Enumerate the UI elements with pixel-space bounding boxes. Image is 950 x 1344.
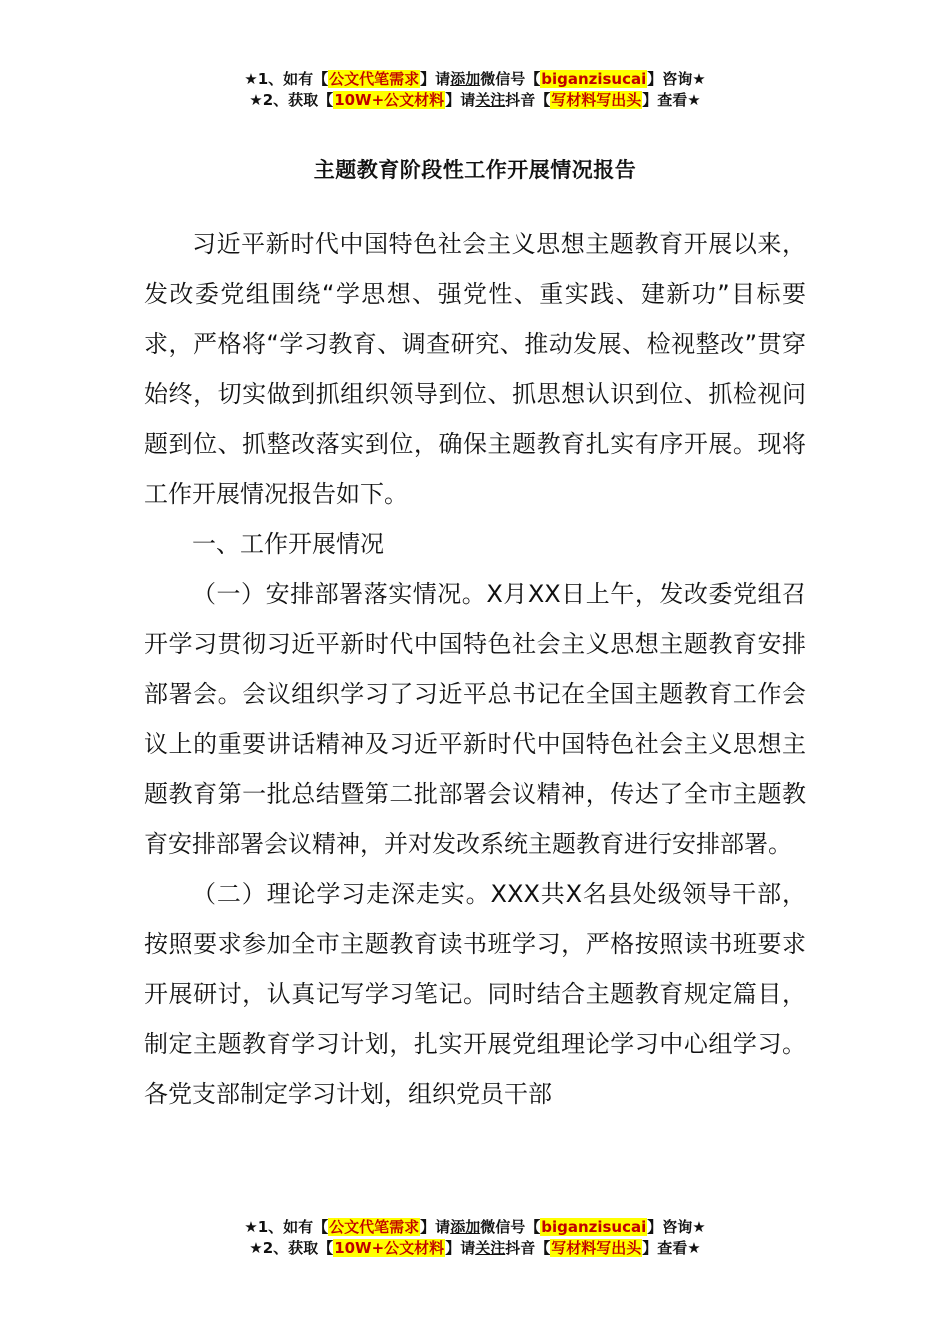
- promo-highlight: biganzisucai: [541, 1218, 647, 1236]
- promo-underlined: 添加: [450, 70, 481, 88]
- promo-line-2: [0, 1238, 950, 1259]
- promo-text: 抖音【: [505, 91, 551, 109]
- promo-text: ★2、获取【: [249, 91, 334, 109]
- promo-underlined: 添加: [450, 1218, 481, 1236]
- promo-highlight: biganzisucai: [541, 70, 647, 88]
- promo-text: 】咨询★: [647, 70, 706, 88]
- section-heading: 一、工作开展情况: [192, 530, 384, 558]
- promo-line-1: [0, 69, 950, 90]
- document-body: [144, 219, 806, 1119]
- promo-text: ★2、获取【: [249, 1239, 334, 1257]
- promo-highlight: 公文代笔需求: [329, 70, 420, 88]
- promo-text: 微信号【: [480, 1218, 541, 1236]
- promo-text: 】请: [445, 1239, 476, 1257]
- promo-highlight: 10W+公文材料: [334, 91, 445, 109]
- promo-highlight: 写材料写出头: [551, 1239, 642, 1257]
- promo-underlined: 关注: [475, 1239, 506, 1257]
- footer-promo-banner: [0, 1217, 950, 1259]
- body-paragraph: （一）安排部署落实情况。X月XX日上午，发改委党组召开学习贯彻习近平新时代中国特色社会主义思想主题教育安排部署会。会议组织学习了习近平总书记在全国主题教育工作会议上的重要讲话精神及习近平新时代中国特色社会主义思想主题教育第一批总结暨第二批部署会议精神，传达了全市主题教育安排部署会议精神，并对发改系统主题教育进行安排部署。: [144, 580, 806, 858]
- body-paragraph: （二）理论学习走深走实。XXX共X名县处级领导干部，按照要求参加全市主题教育读书班学习，严格按照读书班要求开展研讨，认真记写学习笔记。同时结合主题教育规定篇目，制定主题教育学习计划，扎实开展党组理论学习中心组学习。各党支部制定学习计划，组织党员干部: [144, 880, 806, 1108]
- promo-text: 微信号【: [480, 70, 541, 88]
- promo-text: ★1、如有【: [244, 1218, 329, 1236]
- promo-line-1: [0, 1217, 950, 1238]
- promo-highlight: 写材料写出头: [551, 91, 642, 109]
- promo-underlined: 关注: [475, 91, 506, 109]
- promo-text: 】咨询★: [647, 1218, 706, 1236]
- document-title: 主题教育阶段性工作开展情况报告: [313, 158, 637, 182]
- promo-highlight: 10W+公文材料: [334, 1239, 445, 1257]
- intro-paragraph: 习近平新时代中国特色社会主义思想主题教育开展以来，发改委党组围绕“学思想、强党性、重实践、建新功”目标要求，严格将“学习教育、调查研究、推动发展、检视整改”贯穿始终，切实做到抓组织领导到位、抓思想认识到位、抓检视问题到位、抓整改落实到位，确保主题教育扎实有序开展。现将工作开展情况报告如下。: [144, 230, 806, 508]
- promo-highlight: 公文代笔需求: [329, 1218, 420, 1236]
- promo-line-2: [0, 90, 950, 111]
- promo-text: ★1、如有【: [244, 70, 329, 88]
- promo-text: 】请: [420, 1218, 451, 1236]
- promo-text: 抖音【: [505, 1239, 551, 1257]
- promo-text: 】请: [420, 70, 451, 88]
- promo-text: 】请: [445, 91, 476, 109]
- promo-text: 】查看★: [642, 1239, 701, 1257]
- header-promo-banner: [0, 69, 950, 111]
- promo-text: 】查看★: [642, 91, 701, 109]
